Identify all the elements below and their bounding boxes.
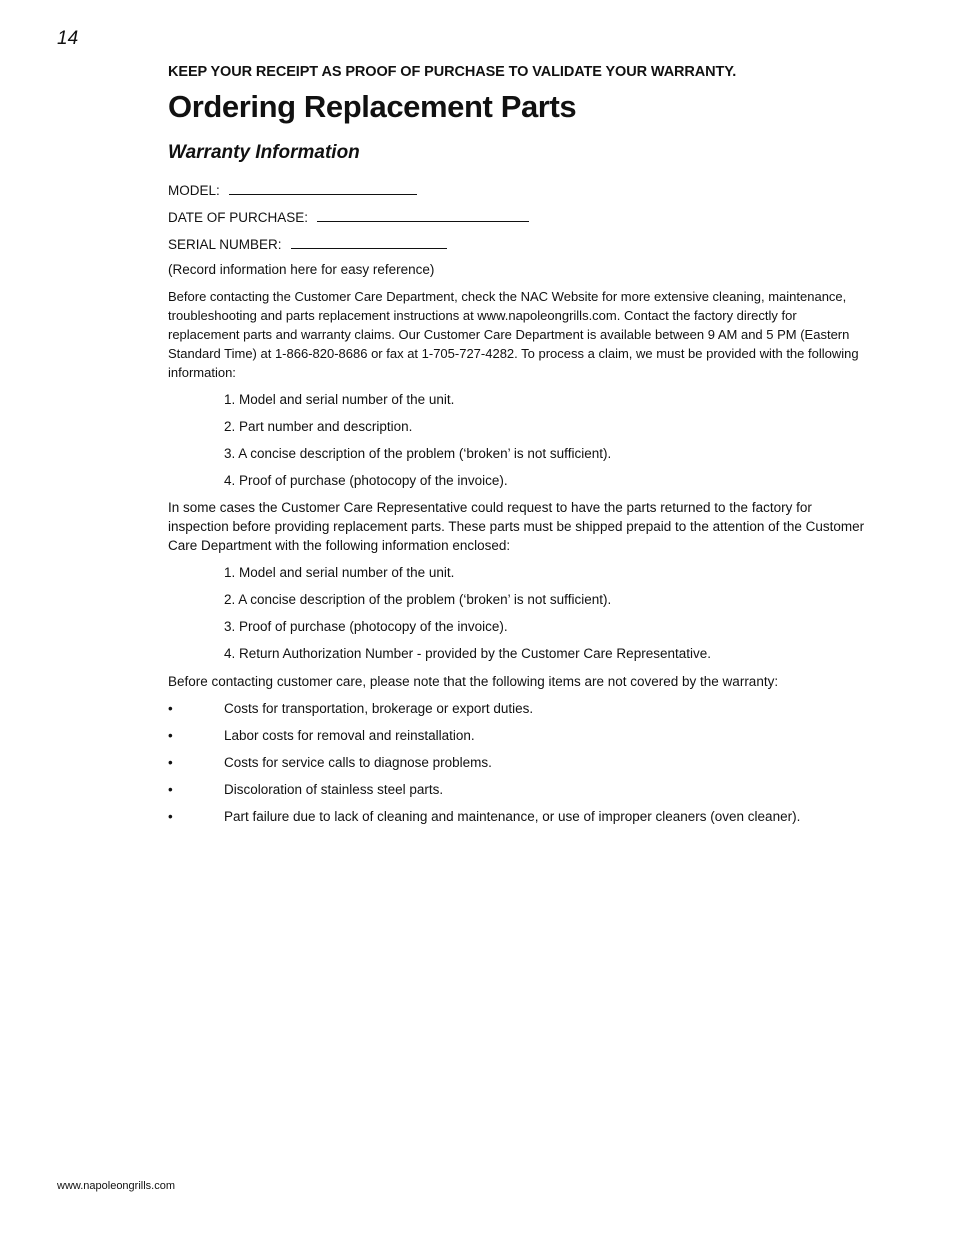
warranty-fields — [168, 171, 868, 252]
list-item: 3. A concise description of the problem (‘broken’ is not sufficient). — [224, 446, 612, 461]
list-item-text: Part failure due to lack of cleaning and maintenance, or use of improper cleaners (oven cleaner). — [224, 809, 801, 824]
list-item — [168, 780, 868, 799]
bullet-icon: • — [168, 755, 173, 770]
list-item: 1. Model and serial number of the unit. — [224, 392, 455, 407]
list-item: 4. Proof of purchase (photocopy of the invoice). — [224, 473, 508, 488]
list-item — [168, 699, 868, 718]
list-item: 2. Part number and description. — [224, 419, 413, 434]
not-covered-list — [168, 699, 868, 826]
list-item — [168, 726, 868, 745]
date-of-purchase-label: DATE OF PURCHASE: — [168, 210, 309, 225]
list-item: 4. Return Authorization Number - provided by the Customer Care Representative. — [224, 646, 711, 661]
list-item-text: Costs for service calls to diagnose problems. — [224, 755, 492, 770]
intro-paragraph: Before contacting the Customer Care Department, check the NAC Website for more extensive cleaning, maintenance, troubleshooting and parts replacement instructions at www.napoleongrills.com. Contact the factory directly for replacement parts and warranty claims. Our Customer Care Department is available between 9 AM and 5 PM (Eastern Standard Time) at 1-866-820-8686 or fax at 1-705-727-4282. To process a claim, we must be provided with the following information: — [168, 289, 859, 380]
model-field — [168, 171, 868, 198]
list-item: 2. A concise description of the problem (‘broken’ is not sufficient). — [224, 592, 612, 607]
serial-number-label: SERIAL NUMBER: — [168, 237, 282, 252]
list-item — [168, 807, 868, 826]
bullet-icon: • — [168, 728, 173, 743]
receipt-notice: KEEP YOUR RECEIPT AS PROOF OF PURCHASE TO VALIDATE YOUR WARRANTY. — [168, 64, 737, 80]
list-item: 3. Proof of purchase (photocopy of the invoice). — [224, 619, 508, 634]
return-info-list — [168, 563, 868, 663]
page-title: Ordering Replacement Parts — [168, 89, 577, 124]
serial-number-field — [168, 225, 868, 252]
claim-info-list — [168, 390, 868, 490]
bullet-icon: • — [168, 782, 173, 797]
model-blank-line[interactable] — [229, 180, 417, 195]
section-subtitle: Warranty Information — [168, 142, 360, 163]
date-of-purchase-blank-line[interactable] — [317, 207, 529, 222]
date-of-purchase-field — [168, 198, 868, 225]
list-item-text: Labor costs for removal and reinstallation. — [224, 728, 475, 743]
record-note: (Record information here for easy reference) — [168, 262, 435, 277]
serial-number-blank-line[interactable] — [291, 234, 447, 249]
list-item — [168, 753, 868, 772]
page-number: 14 — [57, 28, 79, 49]
list-item-text: Discoloration of stainless steel parts. — [224, 782, 444, 797]
document-body — [168, 62, 868, 826]
model-label: MODEL: — [168, 183, 220, 198]
footer-url[interactable]: www.napoleongrills.com — [57, 1180, 175, 1192]
bullet-icon: • — [168, 701, 173, 716]
return-paragraph: In some cases the Customer Care Representative could request to have the parts returned to the factory for inspection before providing replacement parts. These parts must be shipped prepaid to the attention of the Customer Care Department with the following information enclosed: — [168, 500, 865, 553]
list-item-text: Costs for transportation, brokerage or export duties. — [224, 701, 534, 716]
list-item: 1. Model and serial number of the unit. — [224, 565, 455, 580]
bullet-icon: • — [168, 809, 173, 824]
not-covered-intro: Before contacting customer care, please note that the following items are not covered by the warranty: — [168, 674, 779, 689]
